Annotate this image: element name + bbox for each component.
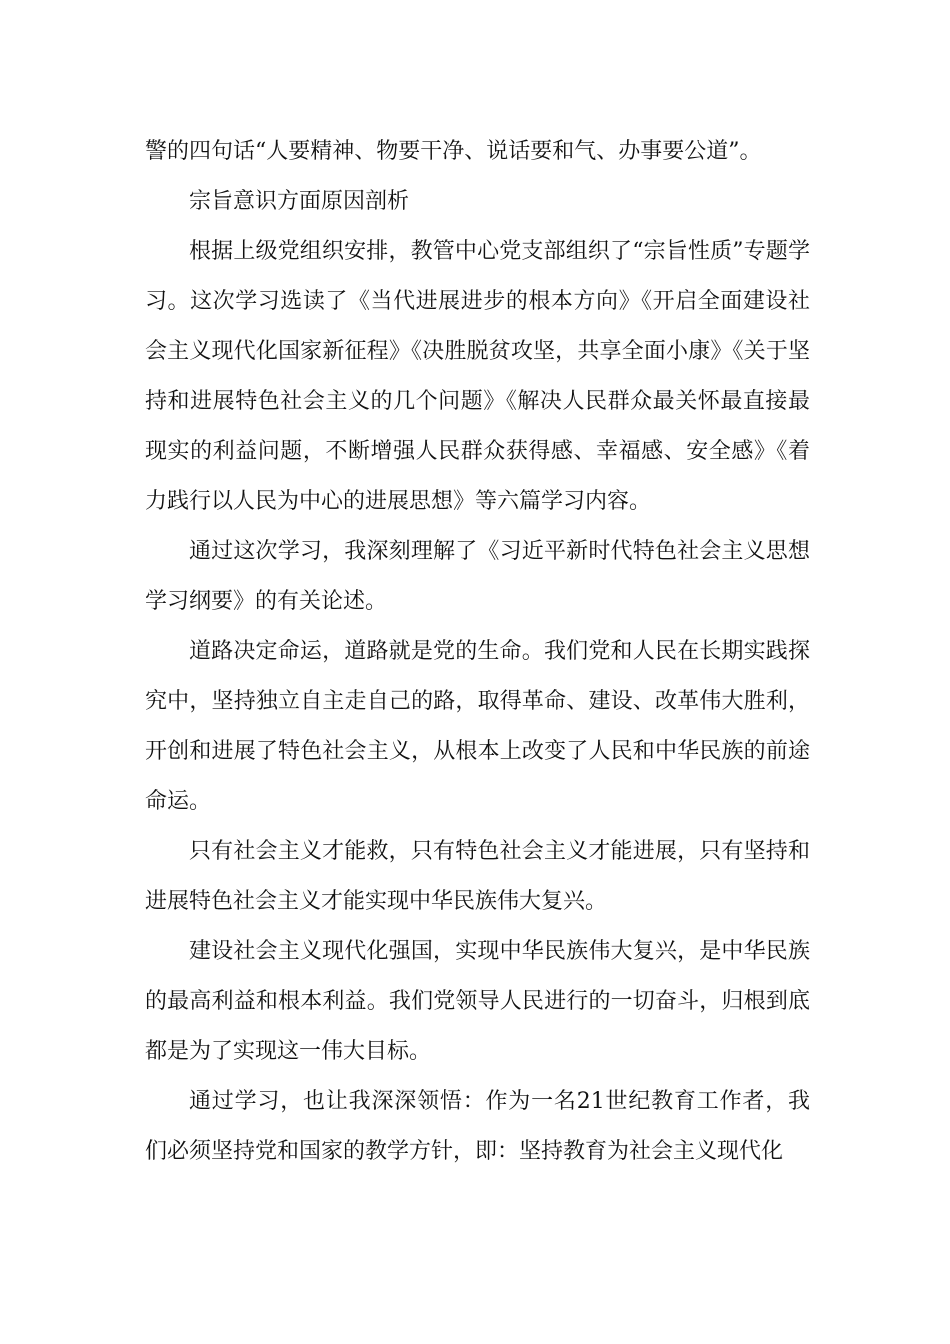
paragraph-modernization-goal: 建设社会主义现代化强国，实现中华民族伟大复兴，是中华民族的最高利益和根本利益。我们党领导人民进行的一切奋斗，归根到底都是为了实现这一伟大目标。 (145, 939, 810, 1064)
section-heading: 宗旨意识方面原因剖析 (189, 189, 410, 214)
paragraph-road-destiny: 道路决定命运，道路就是党的生命。我们党和人民在长期实践探究中，坚持独立自主走自己的路，取得革命、建设、改革伟大胜利，开创和进展了特色社会主义，从根本上改变了人民和中华民族的前途命运。 (145, 639, 810, 814)
paragraph-study-arrangement: 根据上级党组织安排，教管中心党支部组织了“宗旨性质”专题学习。这次学习选读了《当代进展进步的根本方向》《开启全面建设社会主义现代化国家新征程》《决胜脱贫攻坚，共享全面小康》《关于坚持和进展特色社会主义的几个问题》《解决人民群众最关怀最直接最现实的利益问题，不断增强人民群众获得感、幸福感、安全感》《着力践行以人民为中心的进展思想》等六篇学习内容。 (145, 239, 810, 514)
document-body (145, 127, 810, 1177)
paragraph-continuation: 警的四句话“人要精神、物要干净、说话要和气、办事要公道”。 (145, 139, 762, 164)
paragraph-only-socialism: 只有社会主义才能救，只有特色社会主义才能进展，只有坚持和进展特色社会主义才能实现中华民族伟大复兴。 (145, 839, 810, 914)
paragraph-educator-realization: 通过学习，也让我深深领悟：作为一名21世纪教育工作者，我们必须坚持党和国家的教学方针，即：坚持教育为社会主义现代化 (145, 1089, 810, 1164)
paragraph-understanding: 通过这次学习，我深刻理解了《习近平新时代特色社会主义思想学习纲要》的有关论述。 (145, 539, 810, 614)
